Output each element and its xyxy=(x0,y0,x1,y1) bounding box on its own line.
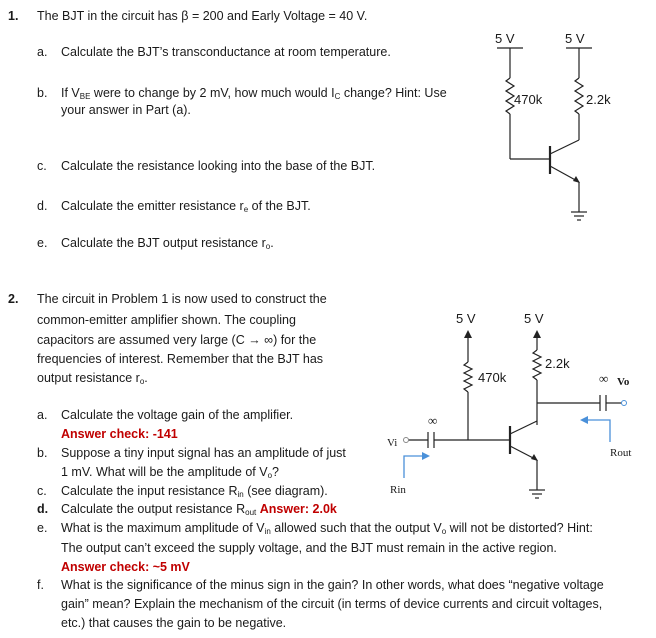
problem-1-stem: The BJT in the circuit has β = 200 and Early Voltage = 40 V. xyxy=(37,9,368,23)
p1-c-letter: c. xyxy=(37,159,47,173)
problem-1-number: 1. xyxy=(8,9,19,23)
p2-b-letter: b. xyxy=(37,446,48,460)
p2-f-line3: etc.) that causes the gain to be negative. xyxy=(61,616,287,630)
p2-b-line2: 1 mV. What will be the amplitude of $V_o$? xyxy=(61,465,279,480)
p1-e-letter: e. xyxy=(37,236,48,250)
c2-rin-label: Rin xyxy=(390,484,406,496)
c1-rc-label: 2.2k xyxy=(586,92,611,107)
p1-b-text: If $V_{BE}$ were to change by 2 mV, how much would $I_C$ change? Hint: Use xyxy=(61,86,447,101)
p2-e-line2: The output can’t exceed the supply voltage, and the BJT must remain in the active region. xyxy=(61,541,557,555)
p2-a-letter: a. xyxy=(37,408,48,422)
p2-stem-line-3: capacitors are assumed very large (C → ∞) for the xyxy=(37,333,317,347)
p2-stem-line-2: common-emitter amplifier shown. The coupling xyxy=(37,313,296,327)
p2-e-text: What is the maximum amplitude of $V_{in}$ allowed such that the output $V_o$ will not be distorted? Hint: xyxy=(61,521,593,536)
c2-supply-label-1: 5 V xyxy=(456,311,476,326)
c1-rb-label: 470k xyxy=(514,92,543,107)
p1-b-line2: your answer in Part (a). xyxy=(61,103,191,117)
p2-c-text: Calculate the input resistance $R_{in}$ (see diagram). xyxy=(61,484,328,499)
c2-vo-label: Vo xyxy=(617,376,630,388)
problem-2-number: 2. xyxy=(8,292,19,306)
p1-c-text: Calculate the resistance looking into the base of the BJT. xyxy=(61,159,376,173)
c1-supply-label-1: 5 V xyxy=(495,31,515,46)
p2-stem-line-4: frequencies of interest. Remember that the BJT has xyxy=(37,352,324,366)
p2-d-letter: d. xyxy=(37,502,49,516)
p2-f-line1: What is the significance of the minus sign in the gain? In other words, what does “negative voltage xyxy=(61,578,604,592)
p2-stem-line-5: output resistance $r_o$. xyxy=(37,371,148,386)
p2-f-letter: f. xyxy=(37,578,44,592)
p2-stem-line-1: The circuit in Problem 1 is now used to construct the xyxy=(37,292,327,306)
p2-e-letter: e. xyxy=(37,521,48,535)
p2-f-line2: gain” mean? Explain the mechanism of the circuit (in terms of device currents and circuit voltages, xyxy=(61,597,603,611)
p1-e-text: Calculate the BJT output resistance $r_o$. xyxy=(61,236,274,251)
c2-vi-label: Vi xyxy=(387,437,398,449)
c2-input-cap-label: ∞ xyxy=(428,413,438,428)
c2-rb-label: 470k xyxy=(478,370,507,385)
p2-a-text: Calculate the voltage gain of the amplifier. xyxy=(61,408,294,422)
p2-d-text: Calculate the output resistance $R_{out}$ Answer: 2.0k xyxy=(61,502,337,517)
p1-a-text: Calculate the BJT’s transconductance at room temperature. xyxy=(61,45,391,59)
p1-d-letter: d. xyxy=(37,199,48,213)
c2-rc-label: 2.2k xyxy=(545,356,570,371)
p2-c-letter: c. xyxy=(37,484,47,498)
c1-supply-label-2: 5 V xyxy=(565,31,585,46)
p1-d-text: Calculate the emitter resistance $r_e$ of the BJT. xyxy=(61,199,311,214)
c2-rout-label: Rout xyxy=(610,447,632,459)
c2-output-cap-label: ∞ xyxy=(599,371,609,386)
c2-supply-label-2: 5 V xyxy=(524,311,544,326)
p2-b-text: Suppose a tiny input signal has an amplitude of just xyxy=(61,446,346,460)
p1-a-letter: a. xyxy=(37,45,48,59)
p2-e-answer: Answer check: ~5 mV xyxy=(61,560,190,574)
p2-a-answer: Answer check: -141 xyxy=(61,427,178,441)
p1-b-letter: b. xyxy=(37,86,48,100)
